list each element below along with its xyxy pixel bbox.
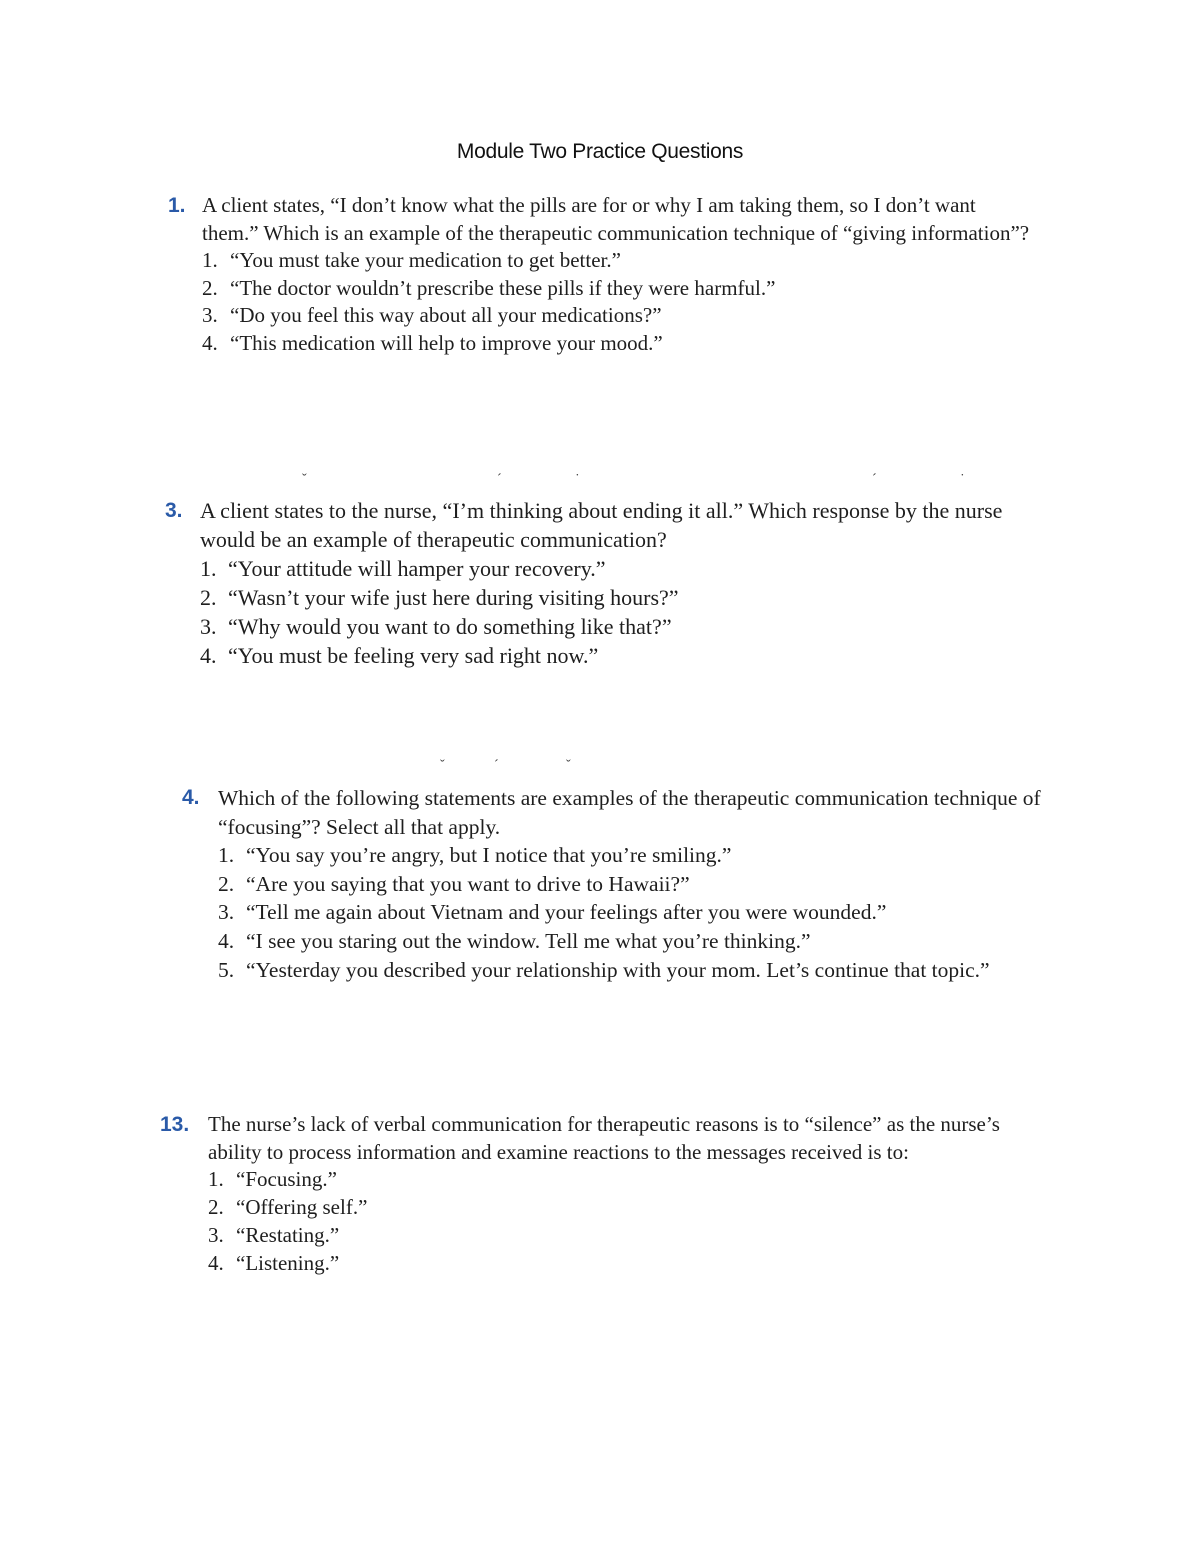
answer-option-3[interactable]: 3. “Tell me again about Vietnam and your feelings after you were wounded.” [218,900,887,925]
scan-mark: ˊ [497,472,502,487]
question-number: 13. [160,1113,190,1136]
scan-mark: ˊ [494,758,499,773]
answer-option-2[interactable]: 2. “The doctor wouldn’t prescribe these pills if they were harmful.” [202,275,776,300]
answer-options [202,247,1032,357]
answer-option-4[interactable]: 4. “I see you staring out the window. Tell me what you’re thinking.” [218,928,811,953]
answer-option-4[interactable]: 4. “Listening.” [208,1250,340,1275]
question-stem: The nurse’s lack of verbal communication for therapeutic reasons is to “silence” as the nurse’s ability to process information and examine reactions to the messages received is to: [208,1112,1000,1164]
question-number: 4. [182,786,200,809]
answer-option-2[interactable]: 2. “Are you saying that you want to drive to Hawaii?” [218,871,690,896]
scan-mark: ˇ [566,758,571,773]
answer-option-2[interactable]: 2. “Offering self.” [208,1195,368,1220]
answer-options [218,841,1053,984]
scan-mark: ˇ [440,758,445,773]
question-number: 3. [165,499,183,522]
answer-option-1[interactable]: 1. “Focusing.” [208,1167,337,1192]
scan-mark: ˙ [575,472,580,487]
answer-option-3[interactable]: 3. “Why would you want to do something like that?” [200,614,672,639]
answer-option-1[interactable]: 1. “Your attitude will hamper your recovery.” [200,556,606,581]
answer-options [200,554,1050,670]
scan-mark: ˙ [960,472,965,487]
answer-option-3[interactable]: 3. “Do you feel this way about all your medications?” [202,303,662,327]
answer-option-1[interactable]: 1. “You must take your medication to get better.” [202,248,621,272]
answer-options [208,1166,1043,1277]
answer-option-3[interactable]: 3. “Restating.” [208,1222,340,1247]
answer-option-1[interactable]: 1. “You say you’re angry, but I notice that you’re smiling.” [218,843,732,868]
answer-option-5[interactable]: 5. “Yesterday you described your relationship with your mom. Let’s continue that topic.” [218,957,990,982]
answer-option-2[interactable]: 2. “Wasn’t your wife just here during visiting hours?” [200,585,679,610]
scan-mark: ˇ [302,472,307,487]
question-stem: A client states, “I don’t know what the pills are for or why I am taking them, so I don’t want them.” Which is an example of the therapeutic communication technique of “giving information”? [202,193,1030,245]
question-number: 1. [168,194,186,217]
answer-option-4[interactable]: 4. “You must be feeling very sad right now.” [200,643,599,668]
answer-option-4[interactable]: 4. “This medication will help to improve your mood.” [202,330,663,355]
question-stem: Which of the following statements are examples of the therapeutic communication technique of “focusing”? Select all that apply. [218,786,1041,839]
question-stem: A client states to the nurse, “I’m thinking about ending it all.” Which response by the nurse would be an example of therapeutic communication? [200,498,1003,552]
page-title: Module Two Practice Questions [456,140,744,163]
scan-mark: ˊ [872,472,877,487]
